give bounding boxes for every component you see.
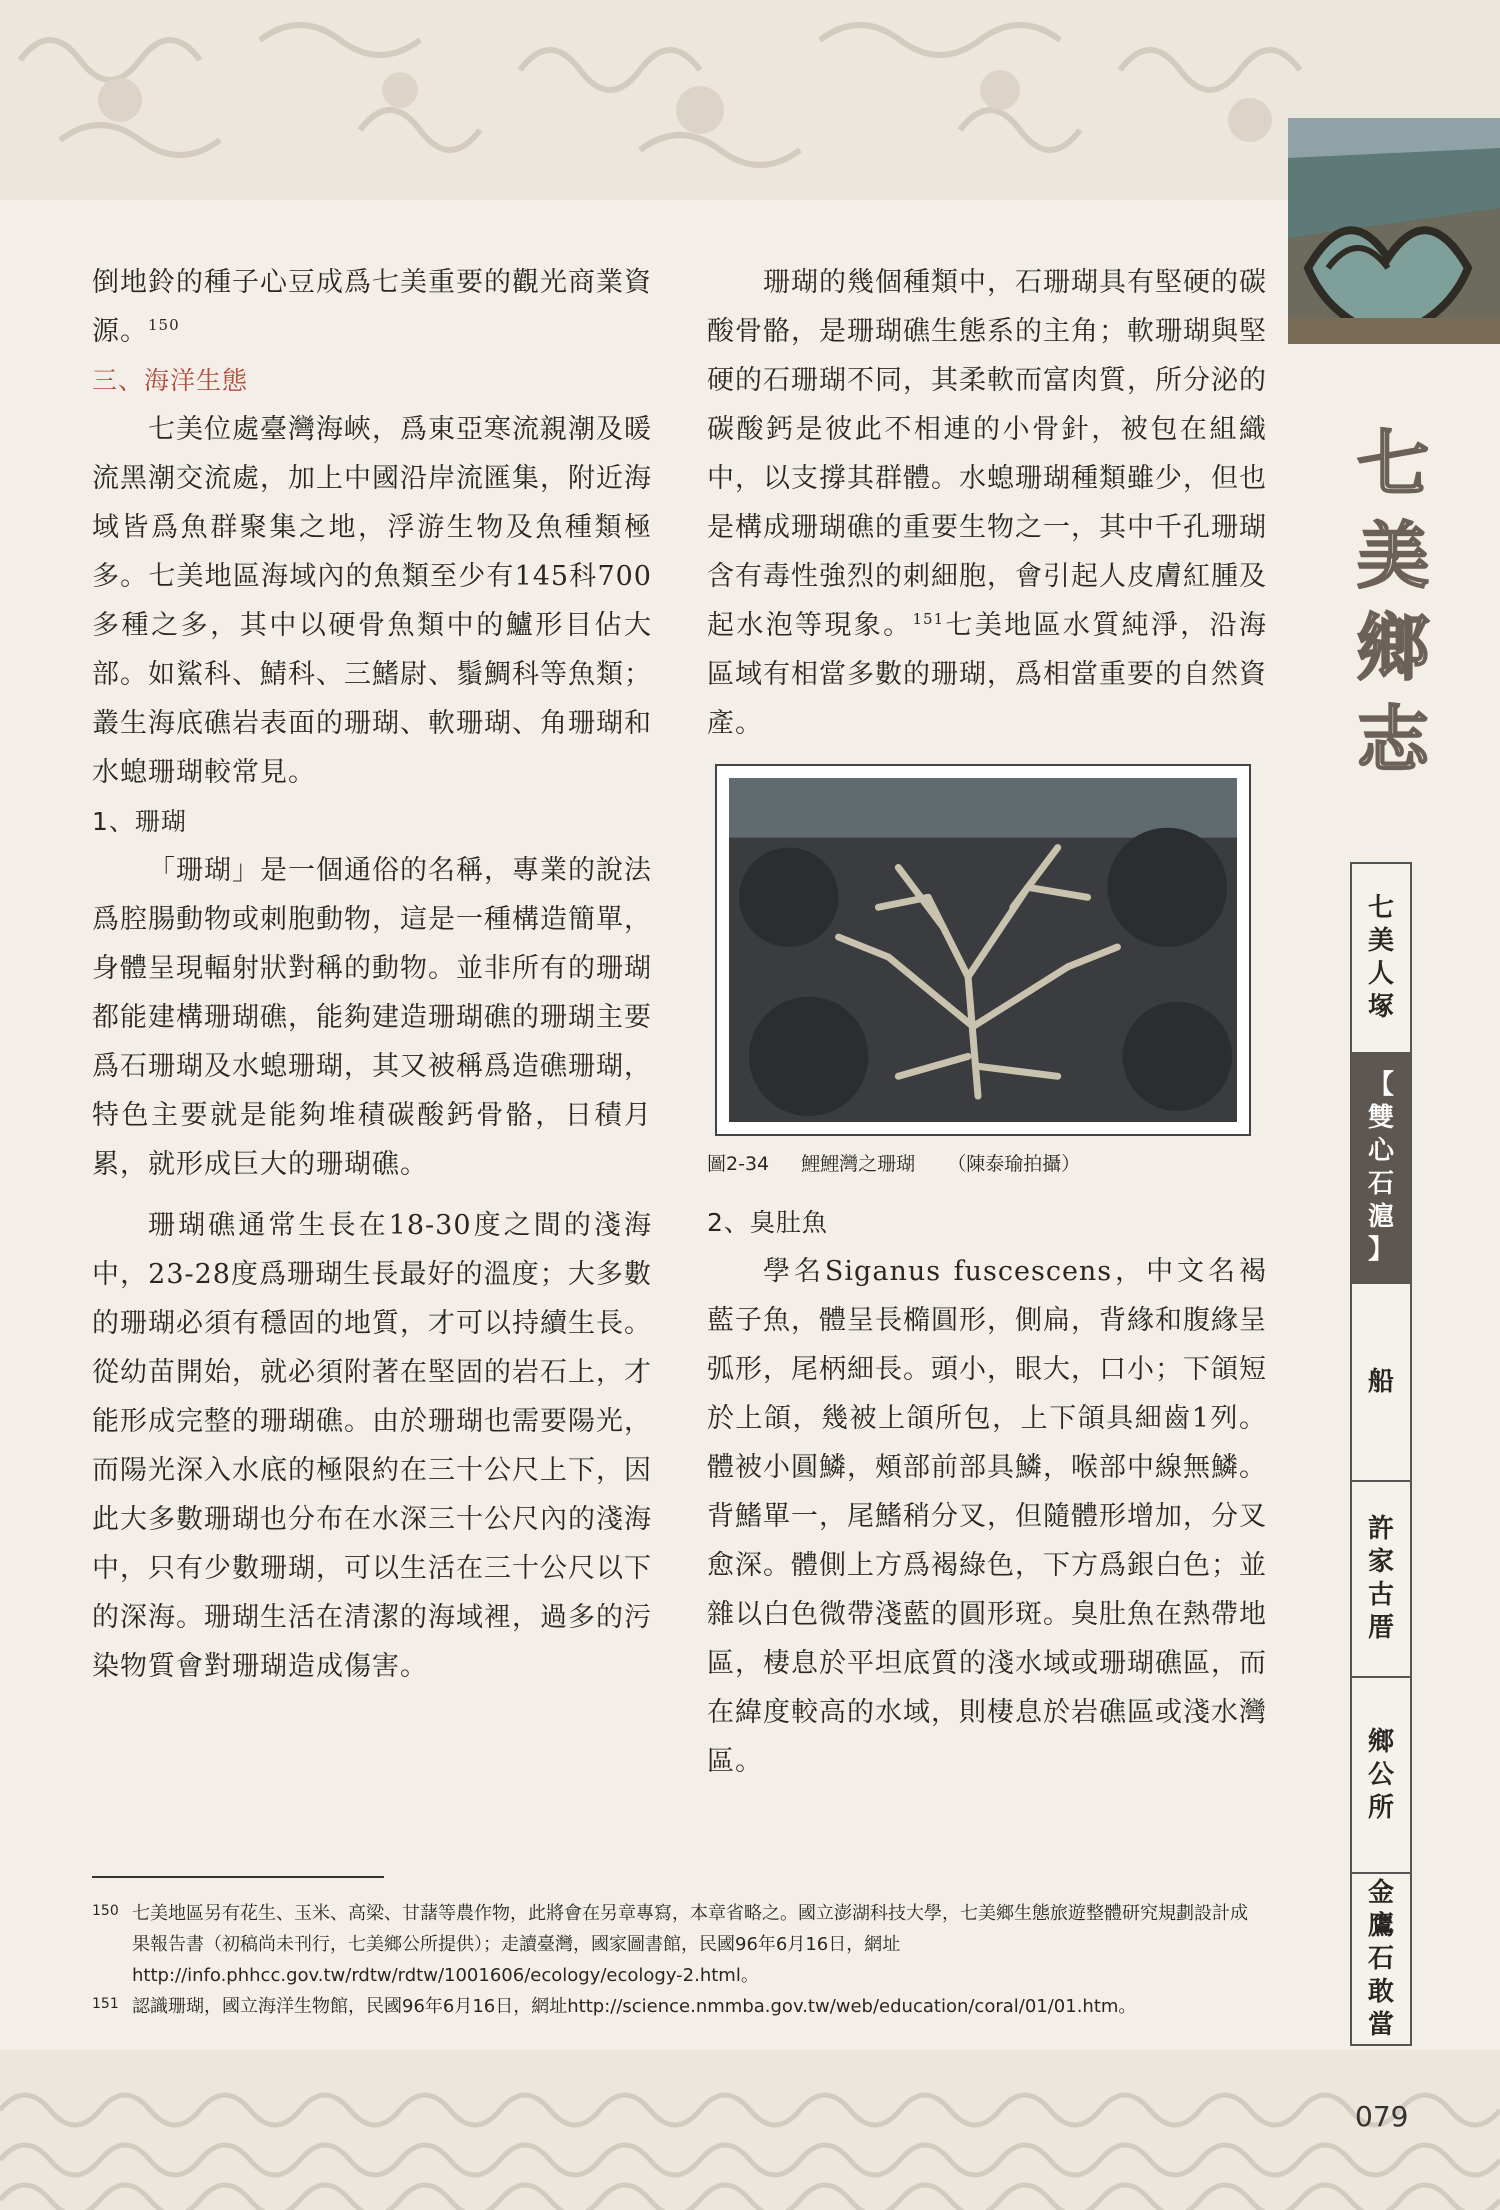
book-title-char: 鄉: [1356, 605, 1429, 690]
chapter-sidebar: [1350, 862, 1412, 2046]
figure-title: 鯉鯉灣之珊瑚: [801, 1153, 916, 1175]
footnote: [92, 1898, 1262, 1991]
footnotes: [92, 1898, 1262, 2022]
wave-pattern-footer: [0, 2050, 1500, 2210]
paragraph: 珊瑚礁通常生長在18-30度之間的淺海中，23-28度爲珊瑚生長最好的溫度；大多數的珊瑚必須有穩固的地質，才可以持續生長。從幼苗開始，就必須附著在堅固的岩石上，才能形成完整的珊瑚礁。由於珊瑚也需要陽光，而陽光深入水底的極限約在三十公尺上下，因此大多數珊瑚也分布在水深三十公尺內的淺海中，只有少數珊瑚，可以生活在三十公尺以下的深海。珊瑚生活在清潔的海域裡，過多的污染物質會對珊瑚造成傷害。: [92, 1210, 652, 1682]
paragraph: 珊瑚的幾個種類中，石珊瑚具有堅硬的碳酸骨骼，是珊瑚礁生態系的主角；軟珊瑚與堅硬的石珊瑚不同，其柔軟而富肉質，所分泌的碳酸鈣是彼此不相連的小骨針，被包在組織中，以支撐其群體。水螅珊瑚種類雖少，但也是構成珊瑚礁的重要生物之一，其中千孔珊瑚含有毒性強烈的刺細胞，會引起人皮膚紅腫及起水泡等現象。$^{151}$七美地區水質純淨，沿海區域有相當多數的珊瑚，爲相當重要的自然資產。: [707, 267, 1268, 739]
footnote-text: 七美地區另有花生、玉米、高梁、甘藷等農作物，此將會在另章專寫，本章省略之。國立澎湖科技大學，七美鄉生態旅遊整體研究規劃設計成果報告書（初稿尚未刊行，七美鄉公所提供）；走讀臺灣，國家圖書館，民國96年6月16日，網址http://info.phhcc.gov.tw/rdtw/rdtw/1001606/ecology/ecology-2.html。: [132, 1903, 1248, 1986]
footnote-divider: [92, 1876, 384, 1878]
page-number: 079: [1355, 2100, 1409, 2133]
footnote: [92, 1991, 1262, 2022]
paragraph: 倒地鈴的種子心豆成爲七美重要的觀光商業資源。$^{150}$: [92, 267, 652, 347]
figure-caption: [707, 1150, 1267, 1178]
book-title-vertical: [1318, 418, 1468, 828]
book-title-char: 志: [1356, 697, 1429, 782]
footnote-number: 151: [92, 1996, 119, 2012]
sidebar-item-qimei-tomb[interactable]: 七 美 人 塚: [1352, 864, 1410, 1054]
sidebar-item-double-heart-weir[interactable]: 【 雙 心 石 滬 】: [1352, 1054, 1410, 1284]
coral-photo-frame: [715, 764, 1251, 1136]
footnote-text: 認識珊瑚，國立海洋生物館，民國96年6月16日，網址http://science.nmmba.gov.tw/web/education/coral/01/01.htm。: [132, 1996, 1137, 2017]
sidebar-item-boat[interactable]: 船: [1352, 1284, 1410, 1482]
cloud-pattern-header: [0, 0, 1500, 200]
figure-credit: （陳泰瑜拍攝）: [947, 1153, 1081, 1175]
paragraph: 七美位處臺灣海峽，爲東亞寒流親潮及暖流黑潮交流處，加上中國沿岸流匯集，附近海域皆爲魚群聚集之地，浮游生物及魚種類極多。七美地區海域內的魚類至少有145科700多種之多，其中以硬骨魚類中的鱸形目佔大部。如鯊科、鯖科、三鰭尉、鬚鯛科等魚類；叢生海底礁岩表面的珊瑚、軟珊瑚、角珊瑚和水螅珊瑚較常見。: [92, 414, 652, 788]
sidebar-item-township-office[interactable]: 鄉 公 所: [1352, 1678, 1410, 1874]
footnote-ref[interactable]: 150: [148, 316, 180, 334]
footnote-number: 150: [92, 1903, 119, 1919]
paragraph: 「珊瑚」是一個通俗的名稱，專業的說法爲腔腸動物或刺胞動物，這是一種構造簡單，身體呈現輻射狀對稱的動物。並非所有的珊瑚都能建構珊瑚礁，能夠建造珊瑚礁的珊瑚主要爲石珊瑚及水螅珊瑚，其又被稱爲造礁珊瑚，特色主要就是能夠堆積碳酸鈣骨骼，日積月累，就形成巨大的珊瑚礁。: [92, 855, 652, 1180]
sidebar-item-hsu-house[interactable]: 許 家 古 厝: [1352, 1482, 1410, 1678]
subheading-rabbitfish: 2、臭肚魚: [707, 1208, 828, 1237]
book-title-char: 美: [1356, 513, 1429, 598]
subheading-coral: 1、珊瑚: [92, 807, 187, 836]
footnote-ref[interactable]: 151: [912, 610, 945, 628]
double-heart-weir-photo: [1288, 118, 1500, 344]
sidebar-item-eagle-stone[interactable]: 金 鷹 石 敢 當: [1367, 1877, 1394, 2040]
figure-label: 圖2-34: [707, 1153, 770, 1175]
text-column-left: [92, 258, 652, 1691]
coral-photo: [729, 778, 1237, 1122]
section-heading: 三、海洋生態: [92, 366, 249, 395]
text-column-right: [707, 258, 1267, 1786]
book-title-char: 七: [1356, 421, 1429, 506]
paragraph: 學名Siganus fuscescens，中文名褐藍子魚，體呈長橢圓形，側扁，背緣和腹緣呈弧形，尾柄細長。頭小，眼大，口小；下頜短於上頜，幾被上頜所包，上下頜具細齒1列。體被小圓鱗，頰部前部具鱗，喉部中線無鱗。背鰭單一，尾鰭稍分叉，但隨體形增加，分叉愈深。體側上方爲褐綠色，下方爲銀白色；並雜以白色微帶淺藍的圓形斑。臭肚魚在熱帶地區，棲息於平坦底質的淺水域或珊瑚礁區，而在緯度較高的水域，則棲息於岩礁區或淺水灣區。: [707, 1256, 1267, 1777]
